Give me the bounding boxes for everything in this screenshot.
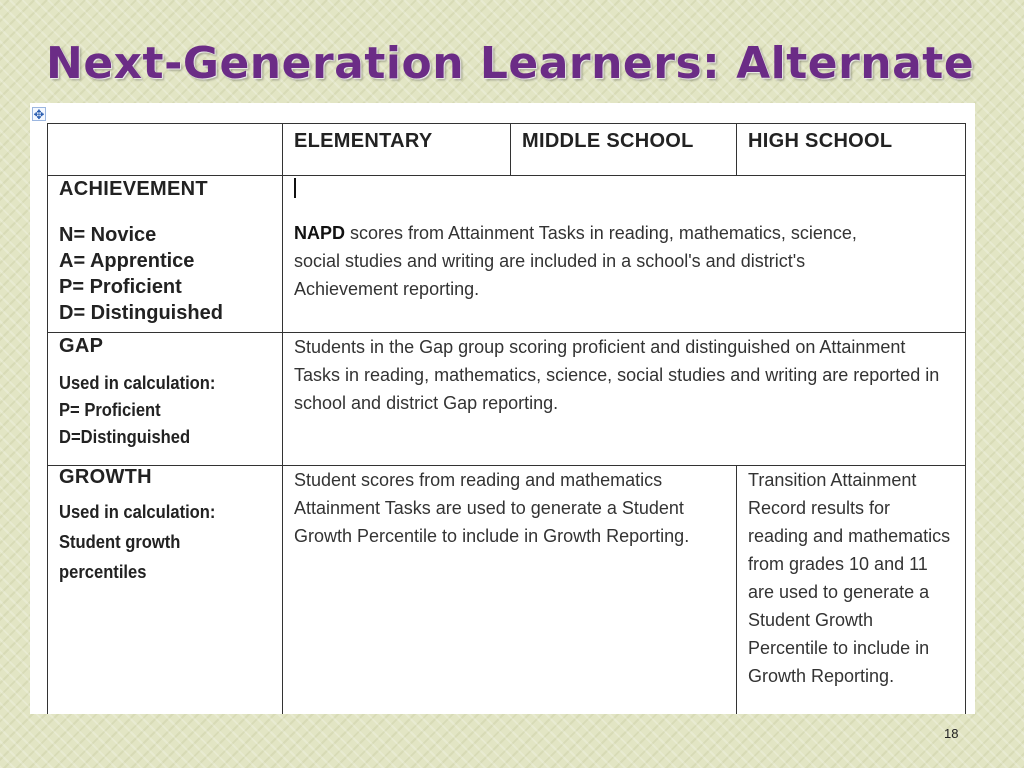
gap-label-cell: [48, 333, 283, 466]
level-novice: N= Novice: [59, 224, 157, 246]
napd-label: NAPD: [294, 223, 346, 243]
achievement-text-cell[interactable]: [283, 176, 966, 333]
level-apprentice: A= Apprentice: [59, 250, 195, 272]
growth-label: GROWTH: [59, 466, 152, 488]
page-number: 18: [944, 726, 959, 741]
growth-calc-label: Used in calculation:: [59, 502, 216, 522]
row-growth: [48, 466, 966, 715]
header-row: [48, 124, 966, 176]
level-proficient: P= Proficient: [59, 276, 182, 298]
header-cell-blank: [48, 124, 283, 176]
growth-high-school-text[interactable]: Transition Attainment Record results for reading and mathematics from grades 10 and 11 are used to generate a Student Growth Percentile to include in Growth Reporting.: [737, 466, 966, 715]
gap-calc-label: Used in calculation:: [59, 373, 216, 393]
growth-calc-percentiles: percentiles: [59, 562, 147, 582]
growth-calc-student-growth: Student growth: [59, 532, 181, 552]
achievement-label: ACHIEVEMENT: [59, 178, 208, 200]
gap-calc-distinguished: D=Distinguished: [59, 427, 191, 447]
header-middle-school: MIDDLE SCHOOL: [511, 124, 737, 176]
gap-calc-proficient: P= Proficient: [59, 400, 161, 420]
gap-text[interactable]: Students in the Gap group scoring proficient and distinguished on Attainment Tasks in reading, mathematics, science, social studies and writing are reported in school and district Gap reporting.: [283, 333, 966, 466]
text-cursor: [294, 178, 296, 198]
level-distinguished: D= Distinguished: [59, 302, 223, 324]
move-arrows-icon[interactable]: ✥: [33, 107, 45, 122]
achievement-text: [294, 219, 955, 303]
row-achievement: [48, 176, 966, 333]
document-canvas[interactable]: [30, 103, 975, 714]
achievement-description: scores from Attainment Tasks in reading, mathematics, science, social studies and writing are included in a school's and district's Achievement reporting.: [294, 223, 857, 299]
outcomes-table: [47, 123, 966, 714]
row-gap: [48, 333, 966, 466]
growth-label-cell: [48, 466, 283, 715]
growth-elem-middle-text[interactable]: Student scores from reading and mathematics Attainment Tasks are used to generate a Student Growth Percentile to include in Growth Reporting.: [283, 466, 737, 715]
achievement-label-cell: [48, 176, 283, 333]
gap-label: GAP: [59, 335, 104, 357]
slide-title: Next-Generation Learners: Alternate: [46, 38, 975, 89]
header-elementary: ELEMENTARY: [283, 124, 511, 176]
header-high-school: HIGH SCHOOL: [737, 124, 966, 176]
